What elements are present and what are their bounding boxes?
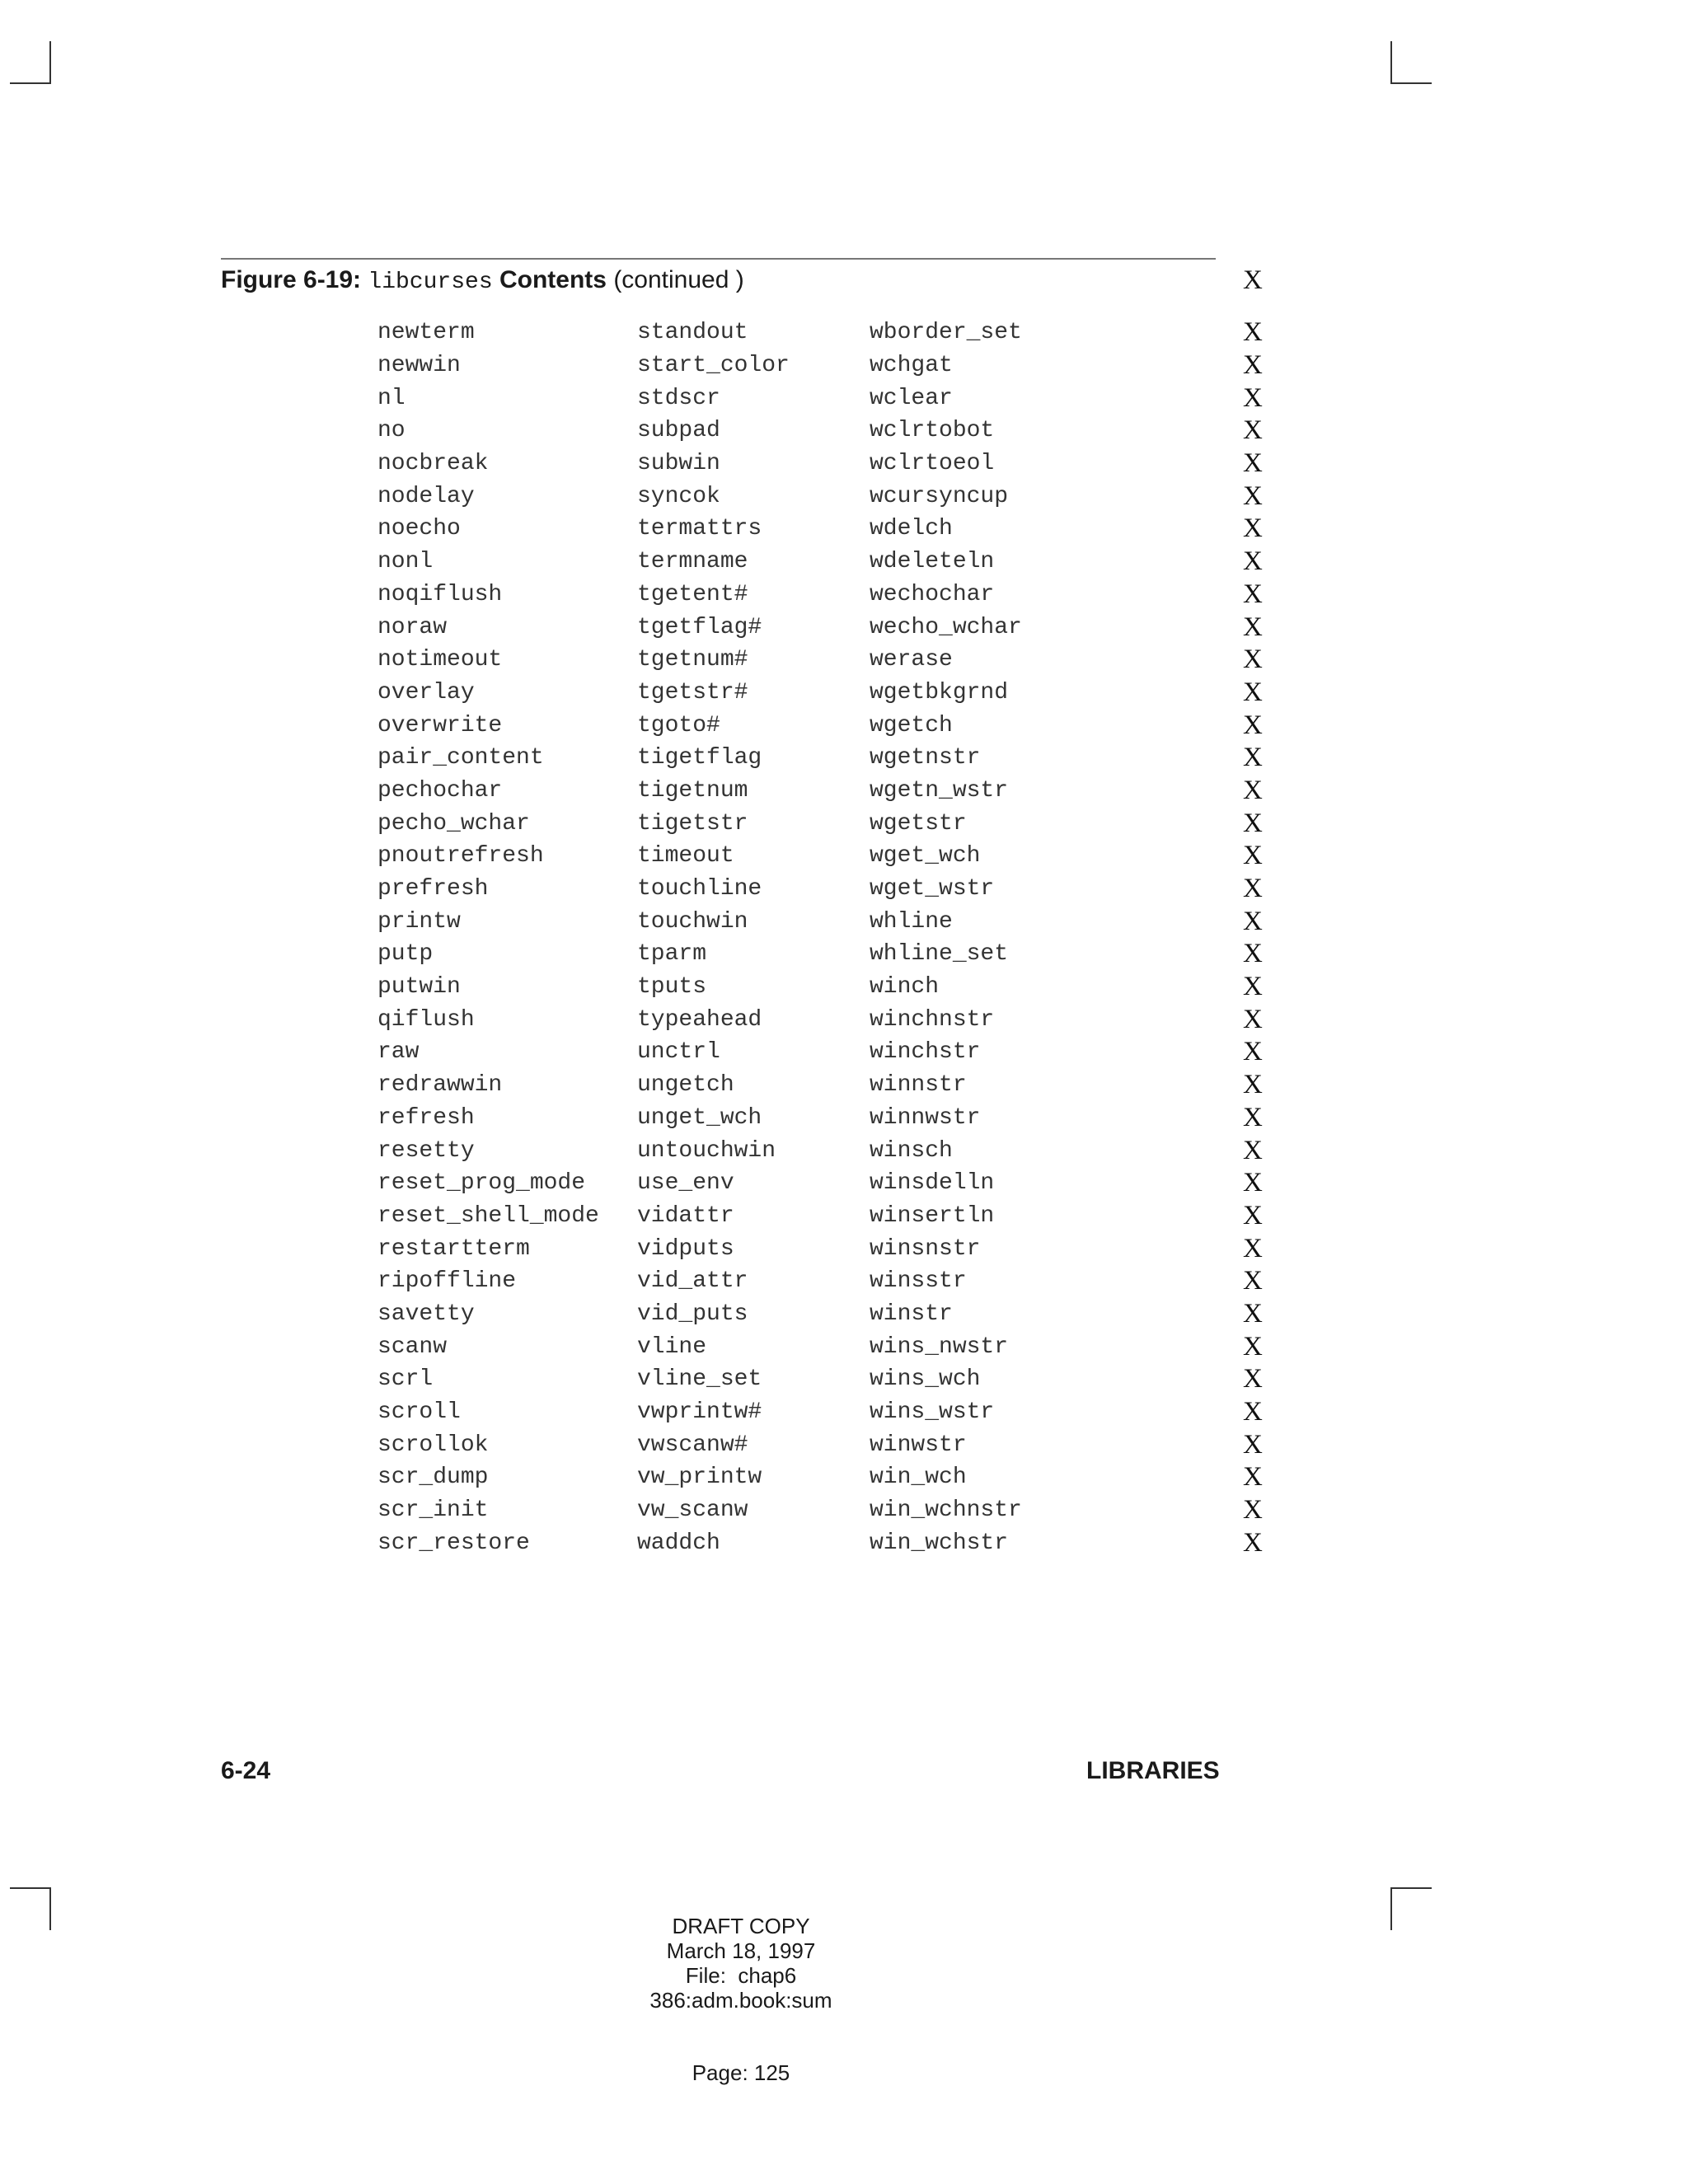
change-mark: X	[1243, 972, 1263, 1002]
function-name: winstr	[870, 1301, 953, 1327]
function-name: tgetent#	[637, 581, 748, 607]
change-mark: X	[1243, 415, 1263, 446]
change-mark: X	[1243, 317, 1263, 348]
function-table	[377, 316, 1263, 1559]
function-name: refresh	[377, 1104, 475, 1131]
function-name: winsnstr	[870, 1235, 981, 1262]
function-name: typeahead	[637, 1006, 762, 1033]
table-row	[377, 316, 1263, 349]
function-name: resetty	[377, 1137, 475, 1164]
function-name: redrawwin	[377, 1072, 503, 1099]
function-name: ripoffline	[377, 1268, 517, 1295]
function-name: savetty	[377, 1301, 475, 1327]
function-name: overlay	[377, 679, 475, 705]
function-name: win_wch	[870, 1465, 967, 1491]
change-mark: X	[1243, 1004, 1263, 1034]
function-name: scanw	[377, 1333, 448, 1360]
function-name: newwin	[377, 353, 461, 379]
table-row	[377, 1396, 1263, 1429]
function-name: noecho	[377, 516, 461, 542]
function-name: waddch	[637, 1530, 720, 1556]
table-row	[377, 1036, 1263, 1069]
table-row	[377, 1102, 1263, 1135]
function-name: wgetnstr	[870, 745, 981, 771]
table-row	[377, 611, 1263, 644]
function-name: tigetflag	[637, 745, 762, 771]
draft-stamp	[0, 1914, 1482, 2013]
table-row	[377, 415, 1263, 448]
function-name: wclrtobot	[870, 418, 995, 444]
function-name: winch	[870, 974, 940, 1001]
table-row	[377, 807, 1263, 840]
change-mark: X	[1243, 939, 1263, 969]
figure-label: Figure 6-19:	[221, 266, 362, 293]
table-row	[377, 1298, 1263, 1331]
figure-top-rule	[221, 258, 1216, 260]
figure-suffix: (continued )	[613, 266, 744, 293]
table-row	[377, 448, 1263, 480]
function-name: winwstr	[870, 1432, 967, 1458]
function-name: wecho_wchar	[870, 614, 1022, 640]
change-mark: X	[1243, 513, 1263, 544]
function-name: wdeleteln	[870, 549, 995, 575]
change-mark: X	[1243, 1266, 1263, 1296]
change-mark: X	[1243, 350, 1263, 381]
function-name: winnstr	[870, 1072, 967, 1099]
table-row	[377, 382, 1263, 415]
function-name: winsdelln	[870, 1170, 995, 1197]
function-name: wins_wch	[870, 1366, 981, 1393]
function-name: vidattr	[637, 1202, 734, 1229]
function-name: werase	[870, 647, 953, 673]
function-name: wget_wch	[870, 843, 981, 869]
section-title: LIBRARIES	[1086, 1757, 1220, 1784]
function-name: winchnstr	[870, 1006, 995, 1033]
function-name: vidputs	[637, 1235, 734, 1262]
change-mark: X	[1243, 743, 1263, 773]
function-name: winchstr	[870, 1039, 981, 1066]
function-name: reset_shell_mode	[377, 1202, 599, 1229]
function-name: whline_set	[870, 941, 1009, 968]
function-name: scrollok	[377, 1432, 489, 1458]
function-name: tigetnum	[637, 777, 748, 804]
table-row	[377, 742, 1263, 775]
function-name: wclear	[870, 385, 953, 411]
change-mark: X	[1243, 677, 1263, 707]
function-name: vid_puts	[637, 1301, 748, 1327]
change-mark: X	[1243, 579, 1263, 609]
change-mark: X	[1243, 906, 1263, 936]
function-name: overwrite	[377, 712, 503, 738]
change-mark: X	[1243, 1168, 1263, 1198]
table-row	[377, 971, 1263, 1004]
table-row	[377, 1200, 1263, 1233]
function-name: restartterm	[377, 1235, 530, 1262]
function-name: pechochar	[377, 777, 503, 804]
function-name: wget_wstr	[870, 876, 995, 902]
change-mark: X	[1243, 1527, 1263, 1558]
change-mark: X	[1243, 1397, 1263, 1427]
function-name: scr_init	[377, 1497, 489, 1524]
function-name: wdelch	[870, 516, 953, 542]
table-row	[377, 1428, 1263, 1461]
change-mark: X	[1243, 874, 1263, 904]
change-mark: X	[1243, 480, 1263, 511]
change-mark: X	[1243, 710, 1263, 740]
draft-line-1: DRAFT COPY	[672, 1914, 810, 1938]
table-row	[377, 1167, 1263, 1200]
function-name: tgetnum#	[637, 647, 748, 673]
page-number: Page: 125	[692, 2060, 790, 2085]
function-name: tigetstr	[637, 810, 748, 837]
table-row	[377, 1003, 1263, 1036]
function-name: subwin	[637, 451, 720, 477]
function-name: no	[377, 418, 406, 444]
function-name: unctrl	[637, 1039, 720, 1066]
function-name: termattrs	[637, 516, 762, 542]
table-row	[377, 1363, 1263, 1396]
function-name: touchwin	[637, 908, 748, 935]
function-name: newterm	[377, 320, 475, 346]
function-name: vid_attr	[637, 1268, 748, 1295]
table-row	[377, 579, 1263, 612]
function-name: whline	[870, 908, 953, 935]
function-name: scr_restore	[377, 1530, 530, 1556]
table-row	[377, 1494, 1263, 1527]
table-row	[377, 644, 1263, 677]
function-name: pnoutrefresh	[377, 843, 544, 869]
function-name: win_wchnstr	[870, 1497, 1022, 1524]
draft-line-2: March 18, 1997	[666, 1938, 816, 1963]
function-name: pecho_wchar	[377, 810, 530, 837]
function-name: scroll	[377, 1399, 461, 1426]
change-mark: X	[1243, 1102, 1263, 1132]
function-name: nocbreak	[377, 451, 489, 477]
function-name: vline	[637, 1333, 707, 1360]
function-name: subpad	[637, 418, 720, 444]
change-mark: X	[1243, 644, 1263, 675]
function-name: noqiflush	[377, 581, 503, 607]
change-mark: X	[1243, 448, 1263, 479]
function-name: unget_wch	[637, 1104, 762, 1131]
function-name: prefresh	[377, 876, 489, 902]
function-name: wgetn_wstr	[870, 777, 1009, 804]
function-name: wchgat	[870, 353, 953, 379]
function-name: stdscr	[637, 385, 720, 411]
function-name: wcursyncup	[870, 483, 1009, 509]
change-mark: X	[1243, 1364, 1263, 1394]
table-row	[377, 709, 1263, 742]
function-name: vline_set	[637, 1366, 762, 1393]
table-row	[377, 513, 1263, 546]
table-row	[377, 1069, 1263, 1102]
function-name: wborder_set	[870, 320, 1022, 346]
change-mark: X	[1243, 775, 1263, 805]
change-mark: X	[1243, 1200, 1263, 1230]
table-row	[377, 1134, 1263, 1167]
function-name: nl	[377, 385, 406, 411]
table-row	[377, 546, 1263, 579]
function-name: nodelay	[377, 483, 475, 509]
change-mark: X	[1243, 546, 1263, 577]
function-name: wclrtoeol	[870, 451, 995, 477]
change-mark: X	[1243, 1495, 1263, 1526]
function-name: wgetstr	[870, 810, 967, 837]
function-name: scr_dump	[377, 1465, 489, 1491]
change-mark: X	[1243, 1429, 1263, 1460]
function-name: vwprintw#	[637, 1399, 762, 1426]
table-row	[377, 840, 1263, 873]
change-mark: X	[1243, 1298, 1263, 1329]
caption-change-mark: X	[1243, 265, 1263, 295]
function-name: winsstr	[870, 1268, 967, 1295]
change-mark: X	[1243, 1331, 1263, 1361]
function-name: scrl	[377, 1366, 434, 1393]
draft-line-4: 386:adm.book:sum	[649, 1988, 832, 2013]
function-name: wgetch	[870, 712, 953, 738]
table-row	[377, 480, 1263, 513]
figure-title: Contents	[499, 266, 607, 293]
function-name: wgetbkgrnd	[870, 679, 1009, 705]
change-mark: X	[1243, 612, 1263, 642]
function-name: raw	[377, 1039, 420, 1066]
draft-line-3: File: chap6	[685, 1963, 797, 1988]
function-name: winsch	[870, 1137, 953, 1164]
function-name: tputs	[637, 974, 707, 1001]
table-row	[377, 1526, 1263, 1559]
change-mark: X	[1243, 1135, 1263, 1165]
table-row	[377, 775, 1263, 808]
function-name: putp	[377, 941, 434, 968]
function-name: use_env	[637, 1170, 734, 1197]
function-name: wins_nwstr	[870, 1333, 1009, 1360]
function-name: tgetstr#	[637, 679, 748, 705]
change-mark: X	[1243, 1037, 1263, 1067]
function-name: standout	[637, 320, 748, 346]
function-name: win_wchstr	[870, 1530, 1009, 1556]
function-name: wechochar	[870, 581, 995, 607]
function-name: vw_scanw	[637, 1497, 748, 1524]
function-name: reset_prog_mode	[377, 1170, 586, 1197]
crop-mark-top-left	[10, 41, 51, 84]
function-name: wins_wstr	[870, 1399, 995, 1426]
function-name: vw_printw	[637, 1465, 762, 1491]
figure-caption	[221, 264, 744, 299]
figure-code: libcurses	[368, 269, 493, 295]
function-name: pair_content	[377, 745, 544, 771]
page-label: 6-24	[221, 1757, 271, 1784]
change-mark: X	[1243, 1233, 1263, 1263]
table-row	[377, 1232, 1263, 1265]
function-name: nonl	[377, 549, 434, 575]
function-name: touchline	[637, 876, 762, 902]
change-mark: X	[1243, 841, 1263, 871]
table-row	[377, 1330, 1263, 1363]
function-name: notimeout	[377, 647, 503, 673]
change-mark: X	[1243, 1462, 1263, 1493]
function-name: syncok	[637, 483, 720, 509]
function-name: winnwstr	[870, 1104, 981, 1131]
function-name: tgetflag#	[637, 614, 762, 640]
function-name: tgoto#	[637, 712, 720, 738]
table-row	[377, 349, 1263, 382]
function-name: putwin	[377, 974, 461, 1001]
change-mark: X	[1243, 808, 1263, 838]
function-name: winsertln	[870, 1202, 995, 1229]
function-name: ungetch	[637, 1072, 734, 1099]
function-name: termname	[637, 549, 748, 575]
crop-mark-top-right	[1390, 41, 1432, 84]
function-name: start_color	[637, 353, 790, 379]
function-name: tparm	[637, 941, 707, 968]
change-mark: X	[1243, 1070, 1263, 1100]
function-name: untouchwin	[637, 1137, 776, 1164]
function-name: vwscanw#	[637, 1432, 748, 1458]
table-row	[377, 1265, 1263, 1298]
change-mark: X	[1243, 382, 1263, 413]
function-name: printw	[377, 908, 461, 935]
function-name: noraw	[377, 614, 448, 640]
table-row	[377, 938, 1263, 971]
table-row	[377, 677, 1263, 710]
table-row	[377, 905, 1263, 938]
table-row	[377, 873, 1263, 906]
function-name: timeout	[637, 843, 734, 869]
table-row	[377, 1461, 1263, 1494]
function-name: qiflush	[377, 1006, 475, 1033]
